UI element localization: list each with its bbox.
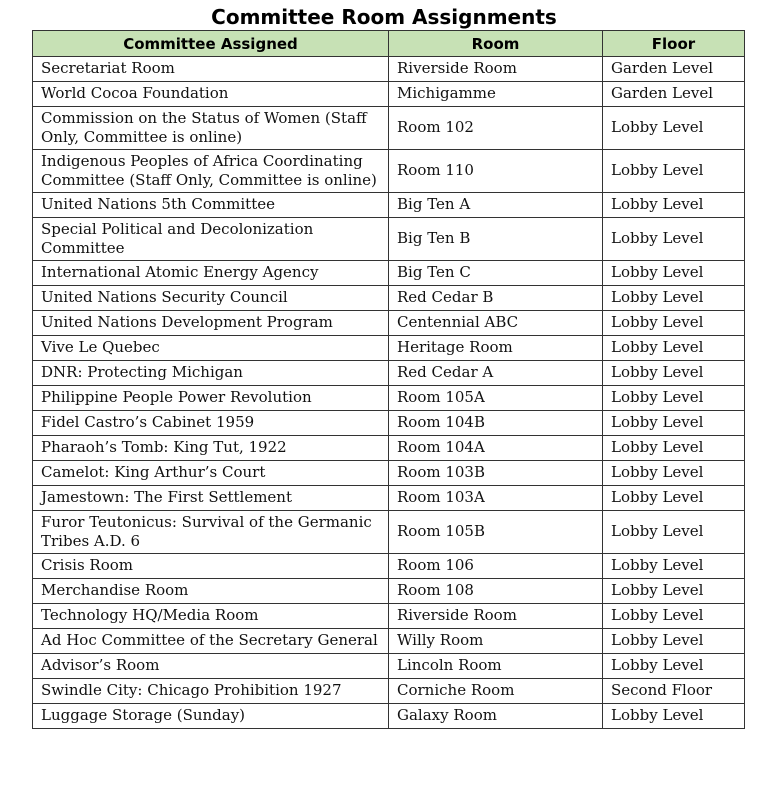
room-cell: Big Ten C — [389, 261, 603, 286]
floor-cell: Lobby Level — [603, 311, 745, 336]
floor-cell: Lobby Level — [603, 704, 745, 729]
floor-cell: Lobby Level — [603, 150, 745, 193]
table-row — [33, 461, 745, 486]
committee-cell: Crisis Room — [33, 554, 389, 579]
floor-cell: Lobby Level — [603, 361, 745, 386]
committee-cell: Camelot: King Arthur’s Court — [33, 461, 389, 486]
committee-cell: Merchandise Room — [33, 579, 389, 604]
committee-cell: United Nations 5th Committee — [33, 193, 389, 218]
table-row — [33, 336, 745, 361]
committee-cell: Furor Teutonicus: Survival of the Germanic Tribes A.D. 6 — [33, 511, 389, 554]
table-row — [33, 411, 745, 436]
room-cell: Room 102 — [389, 107, 603, 150]
table-row — [33, 150, 745, 193]
table-row — [33, 511, 745, 554]
floor-cell: Lobby Level — [603, 629, 745, 654]
floor-cell: Garden Level — [603, 82, 745, 107]
floor-cell: Lobby Level — [603, 386, 745, 411]
room-cell: Willy Room — [389, 629, 603, 654]
table-row — [33, 107, 745, 150]
floor-cell: Lobby Level — [603, 486, 745, 511]
committee-cell: International Atomic Energy Agency — [33, 261, 389, 286]
table-row — [33, 436, 745, 461]
committee-cell: United Nations Development Program — [33, 311, 389, 336]
table-row — [33, 579, 745, 604]
floor-cell: Lobby Level — [603, 107, 745, 150]
table-row — [33, 218, 745, 261]
committee-cell: Ad Hoc Committee of the Secretary General — [33, 629, 389, 654]
table-header-row — [33, 31, 745, 57]
floor-cell: Lobby Level — [603, 554, 745, 579]
committee-cell: Philippine People Power Revolution — [33, 386, 389, 411]
column-header-room: Room — [389, 31, 603, 57]
page-title: Committee Room Assignments — [211, 5, 557, 29]
floor-cell: Lobby Level — [603, 286, 745, 311]
table-row — [33, 311, 745, 336]
committee-cell: Jamestown: The First Settlement — [33, 486, 389, 511]
assignments-table — [32, 30, 745, 729]
table-row — [33, 361, 745, 386]
table-row — [33, 386, 745, 411]
committee-cell: Luggage Storage (Sunday) — [33, 704, 389, 729]
committee-cell: World Cocoa Foundation — [33, 82, 389, 107]
table-row — [33, 679, 745, 704]
floor-cell: Second Floor — [603, 679, 745, 704]
room-cell: Red Cedar B — [389, 286, 603, 311]
room-cell: Room 105A — [389, 386, 603, 411]
floor-cell: Lobby Level — [603, 511, 745, 554]
table-row — [33, 654, 745, 679]
floor-cell: Lobby Level — [603, 436, 745, 461]
floor-cell: Lobby Level — [603, 218, 745, 261]
table-row — [33, 57, 745, 82]
floor-cell: Lobby Level — [603, 411, 745, 436]
committee-cell: Technology HQ/Media Room — [33, 604, 389, 629]
committee-cell: Secretariat Room — [33, 57, 389, 82]
floor-cell: Lobby Level — [603, 261, 745, 286]
table-row — [33, 286, 745, 311]
room-cell: Michigamme — [389, 82, 603, 107]
room-cell: Room 106 — [389, 554, 603, 579]
floor-cell: Garden Level — [603, 57, 745, 82]
room-cell: Galaxy Room — [389, 704, 603, 729]
room-cell: Big Ten A — [389, 193, 603, 218]
floor-cell: Lobby Level — [603, 579, 745, 604]
floor-cell: Lobby Level — [603, 461, 745, 486]
floor-cell: Lobby Level — [603, 604, 745, 629]
table-row — [33, 554, 745, 579]
room-cell: Riverside Room — [389, 604, 603, 629]
room-cell: Room 104B — [389, 411, 603, 436]
table-row — [33, 486, 745, 511]
table-row — [33, 193, 745, 218]
room-cell: Room 103B — [389, 461, 603, 486]
room-cell: Room 105B — [389, 511, 603, 554]
committee-cell: Special Political and Decolonization Committee — [33, 218, 389, 261]
floor-cell: Lobby Level — [603, 336, 745, 361]
table-row — [33, 261, 745, 286]
room-cell: Centennial ABC — [389, 311, 603, 336]
committee-cell: Advisor’s Room — [33, 654, 389, 679]
room-cell: Room 108 — [389, 579, 603, 604]
committee-cell: Indigenous Peoples of Africa Coordinating Committee (Staff Only, Committee is online) — [33, 150, 389, 193]
table-row — [33, 704, 745, 729]
table-row — [33, 629, 745, 654]
committee-cell: Fidel Castro’s Cabinet 1959 — [33, 411, 389, 436]
table-row — [33, 604, 745, 629]
room-cell: Room 103A — [389, 486, 603, 511]
room-cell: Big Ten B — [389, 218, 603, 261]
room-cell: Room 104A — [389, 436, 603, 461]
room-cell: Heritage Room — [389, 336, 603, 361]
floor-cell: Lobby Level — [603, 654, 745, 679]
committee-cell: Vive Le Quebec — [33, 336, 389, 361]
column-header-committee: Committee Assigned — [33, 31, 389, 57]
committee-cell: Commission on the Status of Women (Staff Only, Committee is online) — [33, 107, 389, 150]
room-cell: Lincoln Room — [389, 654, 603, 679]
room-cell: Riverside Room — [389, 57, 603, 82]
room-cell: Room 110 — [389, 150, 603, 193]
committee-cell: Swindle City: Chicago Prohibition 1927 — [33, 679, 389, 704]
table-row — [33, 82, 745, 107]
committee-cell: DNR: Protecting Michigan — [33, 361, 389, 386]
column-header-floor: Floor — [603, 31, 745, 57]
room-cell: Red Cedar A — [389, 361, 603, 386]
committee-cell: United Nations Security Council — [33, 286, 389, 311]
room-cell: Corniche Room — [389, 679, 603, 704]
floor-cell: Lobby Level — [603, 193, 745, 218]
committee-cell: Pharaoh’s Tomb: King Tut, 1922 — [33, 436, 389, 461]
